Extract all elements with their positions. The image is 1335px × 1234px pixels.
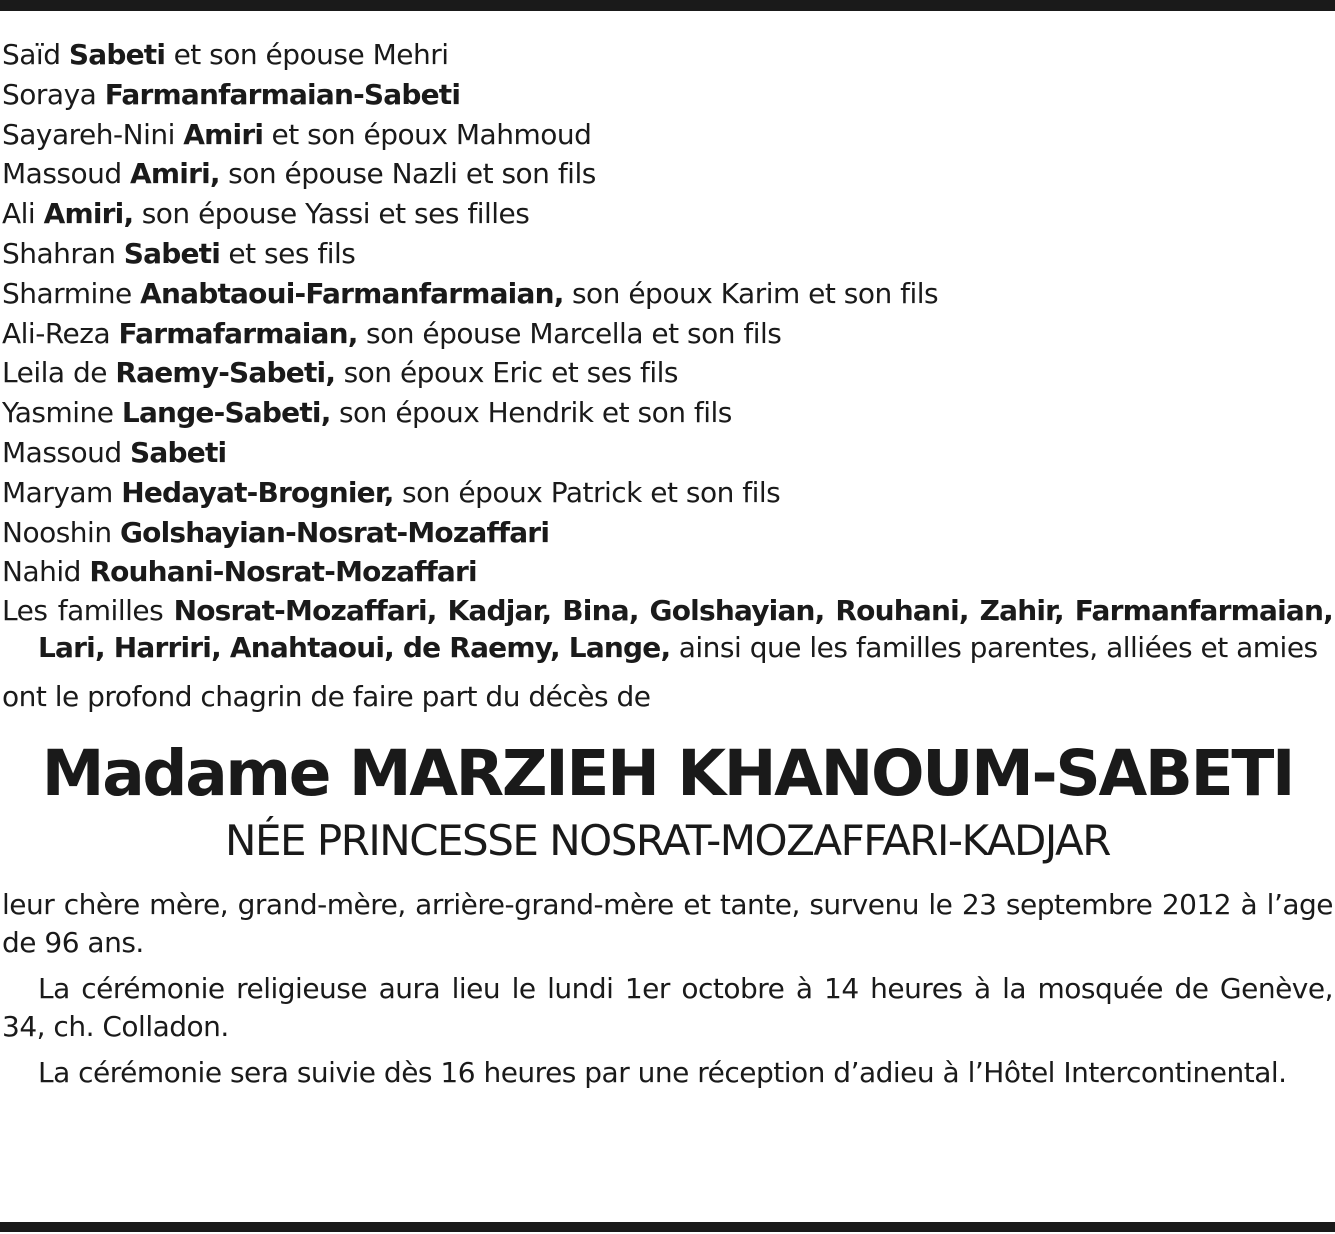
mourner-relation: son époux Hendrik et son fils <box>330 396 732 430</box>
mourner-line <box>2 433 1333 473</box>
mourner-line <box>2 473 1333 513</box>
mourner-first-name: Nooshin <box>2 515 120 549</box>
mourner-line <box>2 154 1333 194</box>
mourner-surname: Raemy-Sabeti, <box>115 356 336 390</box>
mourner-surname: Farmafarmaian, <box>118 316 358 350</box>
mourner-first-name: Soraya <box>2 77 105 111</box>
mourner-first-name: Massoud <box>2 157 131 191</box>
mourner-relation: son époux Patrick et son fils <box>393 475 781 509</box>
mourner-line <box>2 552 1333 592</box>
mourner-relation: et son époux Mahmoud <box>263 117 592 151</box>
mourner-first-name: Nahid <box>2 555 90 589</box>
mourner-relation: et son épouse Mehri <box>165 38 449 71</box>
mourner-first-name: Shahran <box>2 236 124 270</box>
announcement-text: ont le profond chagrin de faire part du décès de <box>2 680 651 714</box>
mourner-first-name: Maryam <box>2 475 122 509</box>
families-names: Nosrat-Mozaffari, Kadjar, Bina, Golshayian, Rouhani, Zahir, Farmanfarmaian, Lari, Harriri, Anahtaoui, de Raemy, Lange, <box>38 594 1333 665</box>
mourner-line <box>2 115 1333 155</box>
deceased-name: Madame MARZIEH KHANOUM-SABETI <box>41 737 1294 811</box>
deceased-birth-name: NÉE PRINCESSE NOSRAT-MOZAFFARI-KADJAR <box>225 816 1110 866</box>
mourner-line <box>2 393 1333 433</box>
mourner-first-name: Leila de <box>2 356 116 390</box>
top-rule <box>0 0 1335 11</box>
mourner-surname: Rouhani-Nosrat-Mozaffari <box>89 555 477 589</box>
mourner-first-name: Massoud <box>2 435 131 469</box>
families-rest: ainsi que les familles parentes, alliées et amies <box>670 631 1318 665</box>
mourner-line <box>2 234 1333 274</box>
mourner-surname: Lange-Sabeti, <box>121 396 331 430</box>
families-paragraph <box>2 592 1333 666</box>
mourner-first-name: Yasmine <box>2 396 122 430</box>
bottom-rule <box>0 1222 1335 1232</box>
mourner-surname: Farmanfarmaian-Sabeti <box>104 77 461 111</box>
mourner-first-name: Ali-Reza <box>2 316 119 350</box>
mourner-first-name: Saïd <box>2 38 69 71</box>
mourner-line <box>2 274 1333 314</box>
mourner-first-name: Sharmine <box>2 276 141 310</box>
ceremony-paragraph: La cérémonie religieuse aura lieu le lundi 1er octobre à 14 heures à la mosquée de Genève, 34, ch. Colladon. <box>2 972 1333 1044</box>
mourner-surname: Amiri <box>183 117 264 151</box>
reception-paragraph: La cérémonie sera suivie dès 16 heures par une réception d’adieu à l’Hôtel Intercontinental. <box>38 1056 1287 1090</box>
mourner-first-name: Sayareh-Nini <box>2 117 184 151</box>
mourner-relation: son époux Karim et son fils <box>563 276 939 310</box>
mourner-surname: Sabeti <box>123 236 221 270</box>
mourner-surname: Golshayian-Nosrat-Mozaffari <box>119 515 550 549</box>
mourner-line <box>2 353 1333 393</box>
mourner-line <box>2 75 1333 115</box>
mourners-list <box>2 35 1333 592</box>
mourner-line <box>2 314 1333 354</box>
families-prefix: Les familles <box>2 594 174 628</box>
mourner-surname: Amiri, <box>130 157 220 191</box>
mourner-first-name: Ali <box>2 197 44 231</box>
mourner-relation: son époux Eric et ses fils <box>335 356 678 390</box>
mourner-line <box>2 35 1333 75</box>
mourner-surname: Sabeti <box>130 435 227 469</box>
mourner-relation: son épouse Nazli et son fils <box>219 157 596 191</box>
death-details-paragraph: leur chère mère, grand-mère, arrière-grand-mère et tante, survenu le 23 septembre 2012 à l’age de 96 ans. <box>2 888 1333 960</box>
mourner-surname: Anabtaoui-Farmanfarmaian, <box>140 276 564 310</box>
mourner-line <box>2 513 1333 553</box>
mourner-surname: Sabeti <box>68 38 166 71</box>
mourner-relation: et ses fils <box>220 236 356 270</box>
mourner-relation: son épouse Yassi et ses filles <box>133 197 530 231</box>
mourner-surname: Hedayat-Brognier, <box>121 475 394 509</box>
mourner-line <box>2 194 1333 234</box>
mourner-surname: Amiri, <box>43 197 134 231</box>
mourner-relation: son épouse Marcella et son fils <box>357 316 782 350</box>
obituary-notice <box>2 35 1333 1092</box>
